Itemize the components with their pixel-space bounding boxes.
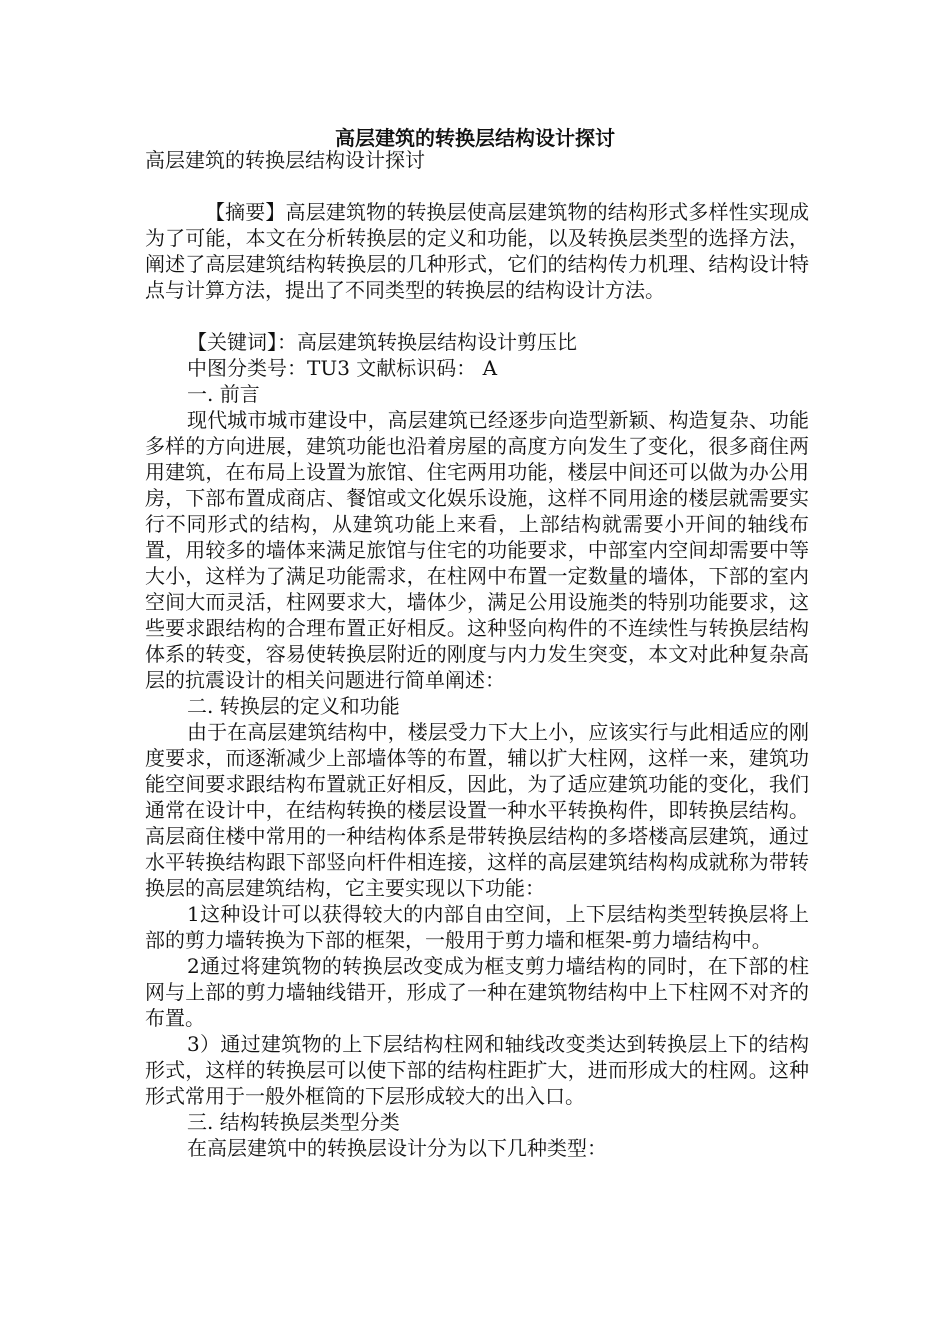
section-heading-types: 三. 结构转换层类型分类 — [187, 1110, 400, 1134]
function-item-2: 2通过将建筑物的转换层改变成为框支剪力墙结构的同时，在下部的柱网与上部的剪力墙轴线错开，形成了一种在建筑物结构中上下柱网不对齐的布置。 — [145, 954, 809, 1030]
function-item-3: 3）通过建筑物的上下层结构柱网和轴线改变类达到转换层上下的结构形式，这样的转换层可以使下部的结构柱距扩大，进而形成大的柱网。这种形式常用于一般外框筒的下层形成较大的出入口。 — [145, 1032, 809, 1108]
abstract-paragraph: 【摘要】高层建筑物的转换层使高层建筑物的结构形式多样性实现成为了可能，本文在分析转换层的定义和功能，以及转换层类型的选择方法，阐述了高层建筑结构转换层的几种形式，它们的结构传力机理、结构设计特点与计算方法，提出了不同类型的转换层的结构设计方法。 — [145, 200, 809, 302]
blank-line — [145, 303, 809, 329]
preface-paragraph: 现代城市城市建设中，高层建筑已经逐步向造型新颖、构造复杂、功能多样的方向进展，建筑功能也沿着房屋的高度方向发生了变化，很多商住两用建筑，在布局上设置为旅馆、住宅两用功能，楼层中间还可以做为办公用房，下部布置成商店、餐馆或文化娱乐设施，这样不同用途的楼层就需要实行不同形式的结构，从建筑功能上来看，上部结构就需要小开间的轴线布置，用较多的墙体来满足旅馆与住宅的功能要求，中部室内空间却需要中等大小，这样为了满足功能需求，在柱网中布置一定数量的墙体，下部的室内空间大而灵活，柱网要求大，墙体少，满足公用设施类的特别功能要求，这些要求跟结构的合理布置正好相反。这种竖向构件的不连续性与转换层结构体系的转变，容易使转换层附近的刚度与内力发生突变，本文对此种复杂高层的抗震设计的相关问题进行简单阐述： — [145, 408, 809, 692]
document-subtitle: 高层建筑的转换层结构设计探讨 — [145, 148, 425, 172]
section-heading-preface: 一. 前言 — [187, 382, 260, 406]
document-body — [145, 147, 809, 1161]
types-intro-paragraph: 在高层建筑中的转换层设计分为以下几种类型： — [187, 1136, 607, 1160]
definition-paragraph: 由于在高层建筑结构中，楼层受力下大上小，应该实行与此相适应的刚度要求，而逐渐减少上部墙体等的布置，辅以扩大柱网，这样一来，建筑功能空间要求跟结构布置就正好相反，因此，为了适应建筑功能的变化，我们通常在设计中，在结构转换的楼层设置一种水平转换构件，即转换层结构。高层商住楼中常用的一种结构体系是带转换层结构的多塔楼高层建筑，通过水平转换结构跟下部竖向杆件相连接，这样的高层建筑结构构成就称为带转换层的高层建筑结构，它主要实现以下功能： — [145, 720, 809, 900]
keywords-line: 【关键词】：高层建筑转换层结构设计剪压比 — [187, 330, 577, 354]
section-heading-definition: 二. 转换层的定义和功能 — [187, 694, 400, 718]
classification-line: 中图分类号：TU3 文献标识码： A — [187, 356, 498, 380]
function-item-1: 1这种设计可以获得较大的内部自由空间，上下层结构类型转换层将上部的剪力墙转换为下部的框架，一般用于剪力墙和框架-剪力墙结构中。 — [145, 902, 809, 952]
document-title: 高层建筑的转换层结构设计探讨 — [335, 126, 615, 150]
blank-line — [145, 173, 809, 199]
